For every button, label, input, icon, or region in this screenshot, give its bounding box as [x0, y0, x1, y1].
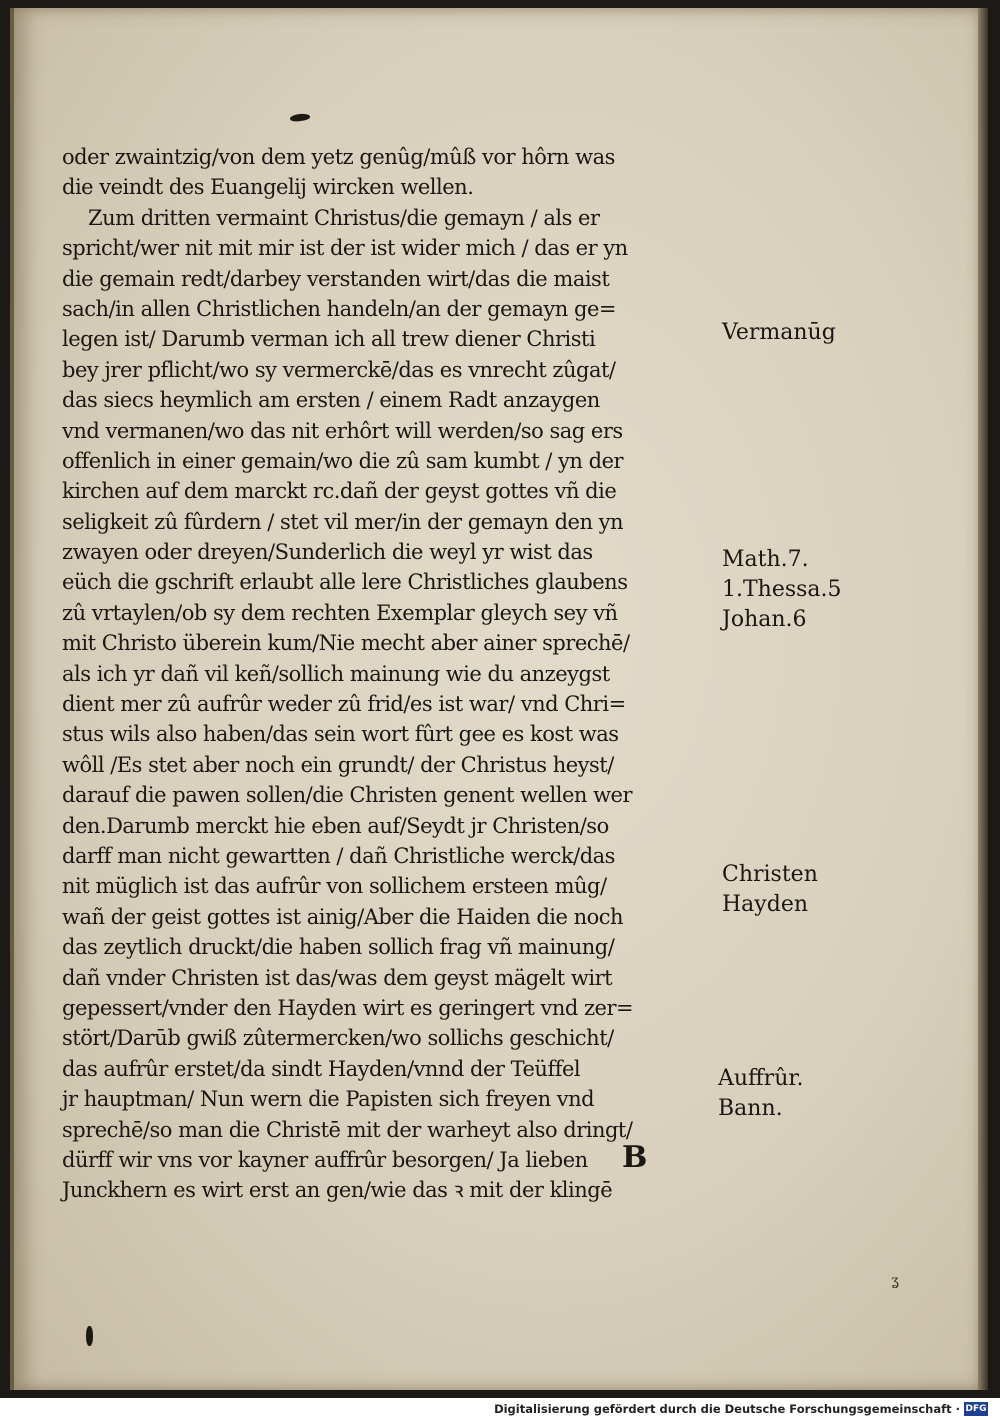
text-line: das zeytlich druckt/die haben sollich frag vñ mainung/	[62, 935, 615, 960]
margin-word: Auffrûr.	[718, 1066, 804, 1091]
margin-ref: Johan.6	[722, 607, 807, 632]
text-line: seligkeit zû fûrdern / stet vil mer/in der gemayn den yn	[62, 509, 624, 534]
text-line: die gemain redt/darbey verstanden wirt/das die maist	[62, 266, 610, 291]
text-line: dañ vnder Christen ist das/was dem geyst mägelt wirt	[62, 965, 613, 990]
text-line: wañ der geist gottes ist ainig/Aber die Haiden die noch	[62, 904, 624, 929]
text-line: die veindt des Euangelij wircken wellen.	[62, 175, 474, 200]
text-line: stört/Darūb gwiß zûtermercken/wo sollichs geschicht/	[62, 1026, 614, 1051]
text-line: oder zwaintzig/von dem yetz genûg/mûß vor hôrn was	[62, 145, 615, 169]
text-line: das siecs heymlich am ersten / einem Radt anzaygen	[62, 388, 600, 413]
text-line: stus wils also haben/das sein wort fûrt gee es kost was	[62, 722, 619, 747]
text-line: Zum dritten vermaint Christus/die gemayn / als er	[88, 205, 600, 230]
margin-word: Bann.	[718, 1096, 783, 1121]
text-line: mit Christo überein kum/Nie mecht aber ainer sprechē/	[62, 631, 630, 656]
text-line: darff man nicht gewartten / dañ Christliche werck/das	[62, 843, 615, 868]
text-line: den.Darumb merckt hie eben auf/Seydt jr Christen/so	[62, 813, 609, 838]
margin-word: Christen	[722, 862, 818, 887]
footer-bar	[0, 1398, 1000, 1420]
text-line: das aufrûr erstet/da sindt Hayden/vnnd der Teüffel	[62, 1056, 581, 1081]
margin-note-auffrur-bann	[718, 1064, 803, 1124]
text-line: vnd vermanen/wo das nit erhôrt will werden/so sag ers	[62, 418, 623, 443]
margin-ref: Math.7.	[722, 547, 809, 572]
margin-word: Hayden	[722, 892, 809, 917]
text-line: eüch die gschrift erlaubt alle lere Christliches glaubens	[62, 570, 628, 595]
text-line: darauf die pawen sollen/die Christen genent wellen wer	[62, 783, 633, 808]
text-line: nit müglich ist das aufrûr von sollichem ersteen mûg/	[62, 874, 607, 899]
stray-mark: ʓ	[891, 1273, 899, 1289]
text-line: Junckhern es wirt erst an gen/wie das ꝛ mit der klingē	[62, 1178, 613, 1203]
text-line: jr hauptman/ Nun wern die Papisten sich freyen vnd	[62, 1087, 595, 1112]
margin-note-vermanung: Vermanūg	[722, 320, 836, 345]
text-line: spricht/wer nit mit mir ist der ist wider mich / das er yn	[62, 236, 628, 261]
funding-notice: Digitalisierung gefördert durch die Deutsche Forschungsgemeinschaft ·	[494, 1402, 960, 1416]
text-line: gepessert/vnder den Hayden wirt es geringert vnd zer=	[62, 995, 634, 1020]
text-line: offenlich in einer gemain/wo die zû sam kumbt / yn der	[62, 448, 624, 473]
margin-note-christen-hayden	[722, 860, 818, 920]
body-text	[62, 142, 712, 1206]
margin-ref: 1.Thessa.5	[722, 577, 842, 602]
ink-mark-bottom-left	[86, 1326, 93, 1346]
text-line: kirchen auf dem marckt rc.dañ der geyst gottes vñ die	[62, 479, 617, 504]
margin-note-refs	[722, 545, 842, 635]
text-line: sprechē/so man die Christē mit der warheyt also dringt/	[62, 1117, 633, 1142]
page-edge	[978, 8, 988, 1390]
text-line: zwayen oder dreyen/Sunderlich die weyl yr wist das	[62, 540, 593, 565]
text-line: wôll /Es stet aber noch ein grundt/ der Christus heyst/	[62, 752, 614, 777]
dfg-logo-icon: DFG	[965, 1404, 987, 1414]
text-line: dient mer zû aufrûr weder zû frid/es ist war/ vnd Chri=	[62, 692, 626, 717]
text-line: sach/in allen Christlichen handeln/an der gemayn ge=	[62, 296, 616, 321]
text-line: als ich yr dañ vil keñ/sollich mainung wie du anzeygst	[62, 661, 610, 686]
text-line: dürff wir vns vor kayner auffrûr besorgen/ Ja lieben	[62, 1147, 588, 1172]
text-line: legen ist/ Darumb verman ich all trew diener Christi	[62, 327, 596, 352]
text-line: bey jrer pflicht/wo sy vermerckē/das es vnrecht zûgat/	[62, 357, 616, 382]
signature-mark: B	[622, 1140, 648, 1175]
text-line: zû vrtaylen/ob sy dem rechten Exemplar gleych sey vñ	[62, 600, 618, 625]
